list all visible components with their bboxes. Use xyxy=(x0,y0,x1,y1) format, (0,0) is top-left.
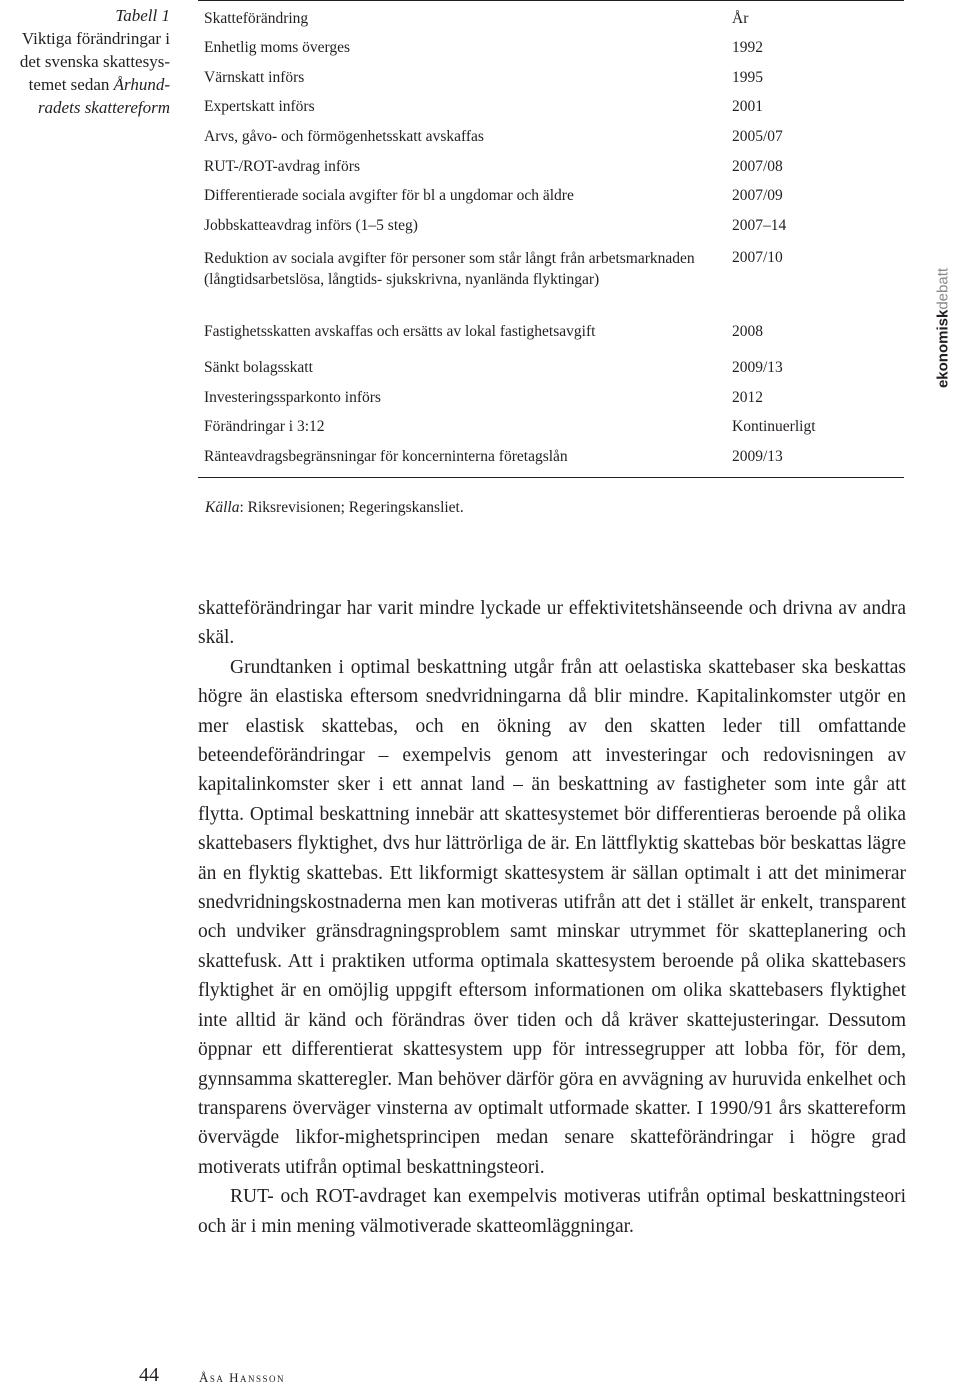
cell-change: Sänkt bolagsskatt xyxy=(204,358,313,376)
table-row xyxy=(198,38,904,68)
cell-year: 2001 xyxy=(732,98,763,116)
cell-year: 2012 xyxy=(732,388,763,406)
cell-change: Ränteavdragsbegränsningar för koncerninterna företagslån xyxy=(204,447,568,465)
running-head-author: Åsa Hansson xyxy=(199,1370,286,1385)
cell-year: Kontinuerligt xyxy=(732,418,816,436)
journal-name xyxy=(935,268,952,388)
table-row xyxy=(198,68,904,98)
cell-year: 1992 xyxy=(732,39,763,56)
header-change: Skatteförändring xyxy=(204,10,309,27)
cell-change: RUT-/ROT-avdrag införs xyxy=(204,157,360,175)
table-title-plain: Viktiga förändringar i det svenska skattesys-temet sedan xyxy=(19,29,170,94)
cell-year: 2007/09 xyxy=(732,187,783,205)
table-row xyxy=(198,388,904,418)
paragraph: skatteförändringar har varit mindre lyckade ur effektivitetshänseende och drivna av andra skäl. xyxy=(198,598,906,649)
cell-change: Investeringssparkonto införs xyxy=(204,388,381,406)
table-row xyxy=(198,97,904,127)
cell-year: 2005/07 xyxy=(732,128,783,146)
table-row xyxy=(198,358,904,388)
cell-year: 2007/10 xyxy=(732,248,783,266)
header-year: År xyxy=(732,10,749,27)
table-title xyxy=(0,27,170,119)
cell-year: 2007/08 xyxy=(732,157,783,175)
journal-side-label xyxy=(929,248,957,408)
cell-change: Reduktion av sociala avgifter för personer som står långt från arbetsmarknaden (långtidsarbetslösa, långtids- sjukskrivna, nyanlända flyktingar) xyxy=(204,249,695,288)
cell-change: Differentierade sociala avgifter för bl a ungdomar och äldre xyxy=(204,187,574,205)
journal-name-light: debatt xyxy=(934,267,952,310)
paragraph: RUT- och ROT-avdraget kan exempelvis motiveras utifrån optimal beskattningsteori och är i min mening välmotiverade skatteomläggningar. xyxy=(198,1186,906,1237)
table-row xyxy=(198,322,904,358)
cell-year: 2007–14 xyxy=(732,217,787,235)
cell-change: Enhetlig moms överges xyxy=(204,39,351,56)
table-header-row xyxy=(198,9,904,38)
table-row xyxy=(198,157,904,187)
cell-change: Fastighetsskatten avskaffas och ersätts av lokal fastighetsavgift xyxy=(204,322,596,340)
cell-change: Förändringar i 3:12 xyxy=(204,418,325,436)
table-label: Tabell 1 xyxy=(115,6,170,25)
table-row xyxy=(198,417,904,447)
table-source xyxy=(205,499,464,517)
table-row xyxy=(198,186,904,216)
cell-change: Värnskatt införs xyxy=(204,68,305,86)
paragraph: Grundtanken i optimal beskattning utgår från att oelastiska skattebaser ska beskattas högre än elastiska eftersom snedvridningarna då blir mindre. Kapitalinkomster utgör en mer elastisk skattebas, och en ökning av den skatten leder till omfattande beteendeförändringar – exempelvis genom att investeringar och redovisningen av kapitalinkomster sker i ett annat land – än beskattning av fastigheter som inte går att flytta. Optimal beskattning innebär att skattesystemet bör differentieras beroende på olika skattebasers flyktighet, dvs hur lättrörliga de är. En lättflyktig skattebas bör beskattas lägre än en flyktig skattebas. Ett likformigt skattesystem är sällan optimalt i att det minimerar snedvridningskostnaderna men kan motiveras utifrån att det i stället är enkelt, transparent och undviker gränsdragningsproblem samt minskar utrymmet för skatteplanering och skattefusk. Att i praktiken utforma optimala skattesystem beroende på olika skattebasers flyktighet är en omöjlig uppgift eftersom informationen om olika skattebasers flyktighet inte alltid är känd och förändras över tiden och då kräver skattejusteringar. Dessutom öppnar ett differentierat skattesystem upp för intressegrupper att lobba för, för dem, gynnsamma skatteregler. Man behöver därför göra en avvägning av huruvida enkelhet och transparens överväger vinsterna av optimalt utformade skatter. I 1990/91 års skattereform övervägde likfor-mighetsprincipen medan senare skatteförändringar i högre grad motiverats utifrån optimal beskattningsteori. xyxy=(198,656,906,1178)
page-number: 44 xyxy=(139,1364,159,1386)
body-text xyxy=(198,594,906,1241)
journal-name-bold: ekonomisk xyxy=(934,309,952,389)
table-title-italic: Århund-radets skattereform xyxy=(37,75,170,117)
table-row xyxy=(198,216,904,246)
cell-year: 2009/13 xyxy=(732,358,783,376)
cell-change: Arvs, gåvo- och förmögenhetsskatt avskaffas xyxy=(204,128,484,146)
source-text: : Riksrevisionen; Regeringskansliet. xyxy=(239,499,464,516)
tax-changes-table xyxy=(198,0,904,478)
table-caption xyxy=(0,4,170,119)
cell-change: Jobbskatteavdrag införs (1–5 steg) xyxy=(204,217,418,235)
cell-change: Expertskatt införs xyxy=(204,98,315,116)
source-label: Källa xyxy=(205,499,240,516)
table-row xyxy=(198,127,904,157)
cell-year: 1995 xyxy=(732,68,763,86)
cell-year: 2008 xyxy=(732,322,763,340)
cell-year: 2009/13 xyxy=(732,447,783,465)
table-row xyxy=(198,246,904,322)
table-row xyxy=(198,447,904,469)
